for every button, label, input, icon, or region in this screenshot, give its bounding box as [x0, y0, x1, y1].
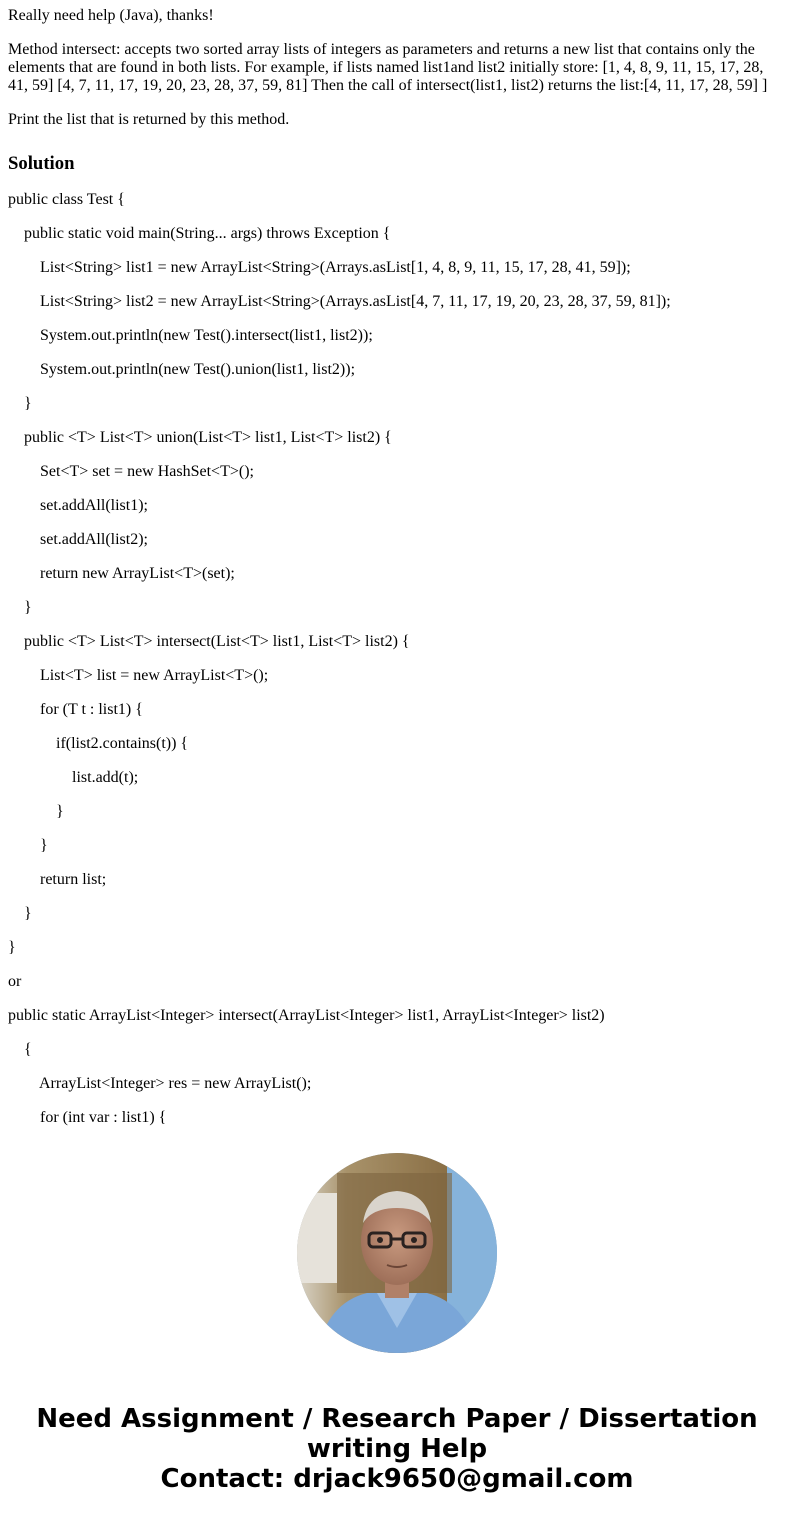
code-line: public static void main(String... args) throws Exception {: [24, 225, 391, 242]
author-avatar: [297, 1153, 497, 1353]
code-line: }: [24, 905, 32, 922]
banner-line-writing-help: writing Help: [306, 1434, 488, 1464]
solution-code: [8, 191, 778, 1143]
question-body: Method intersect: accepts two sorted array lists of integers as parameters and returns a new list that contains only the elements that are found in both lists. For example, if lists named list1and list2 initially store: [1, 4, 8, 9, 11, 15, 17, 28, 41, 59] [4, 7, 11, 17, 19, 20, 23, 28, 37, 59, 81] Then the call of intersect(list1, list2) returns the list:[4, 11, 17, 28, 59] ]: [8, 41, 768, 94]
code-line: System.out.println(new Test().intersect(list1, list2));: [40, 327, 373, 344]
page-content: [8, 7, 778, 1143]
code-line: List<String> list1 = new ArrayList<String>(Arrays.asList[1, 4, 8, 9, 11, 15, 17, 28, 41, 59]);: [40, 259, 631, 276]
question-title: Really need help (Java), thanks!: [8, 7, 214, 24]
code-line: public static ArrayList<Integer> intersect(ArrayList<Integer> list1, ArrayList<Integer> list2): [8, 1007, 605, 1024]
code-line: public class Test {: [8, 191, 125, 208]
code-line: return new ArrayList<T>(set);: [40, 565, 235, 582]
code-line: return list;: [40, 871, 107, 888]
code-line: for (T t : list1) {: [40, 701, 143, 718]
code-line: }: [24, 599, 32, 616]
code-line: Set<T> set = new HashSet<T>();: [40, 463, 254, 480]
solution-heading: Solution: [8, 153, 75, 174]
code-line: public <T> List<T> intersect(List<T> list1, List<T> list2) {: [24, 633, 410, 650]
code-line: {: [24, 1041, 32, 1058]
code-line: set.addAll(list2);: [40, 531, 148, 548]
code-line: for (int var : list1) {: [40, 1109, 167, 1126]
code-line: }: [24, 395, 32, 412]
contact-banner: [0, 1404, 794, 1494]
code-line: List<String> list2 = new ArrayList<String>(Arrays.asList[4, 7, 11, 17, 19, 20, 23, 28, 37, 59, 81]);: [40, 293, 671, 310]
code-line: }: [56, 803, 64, 820]
code-line: List<T> list = new ArrayList<T>();: [40, 667, 269, 684]
banner-line-assignment: Need Assignment / Research Paper / Dissertation: [36, 1404, 758, 1434]
code-line: or: [8, 973, 22, 990]
banner-line-contact: Contact: drjack9650@gmail.com: [160, 1464, 634, 1494]
code-line: public <T> List<T> union(List<T> list1, List<T> list2) {: [24, 429, 392, 446]
code-line: }: [40, 837, 48, 854]
code-line: }: [8, 939, 16, 956]
code-line: ArrayList<Integer> res = new ArrayList();: [39, 1075, 312, 1092]
code-line: list.add(t);: [72, 769, 139, 786]
question-instruction: Print the list that is returned by this method.: [8, 111, 290, 128]
code-line: System.out.println(new Test().union(list1, list2));: [40, 361, 356, 378]
code-line: if(list2.contains(t)) {: [56, 735, 189, 752]
author-portrait-image: [297, 1153, 497, 1353]
code-line: set.addAll(list1);: [40, 497, 148, 514]
